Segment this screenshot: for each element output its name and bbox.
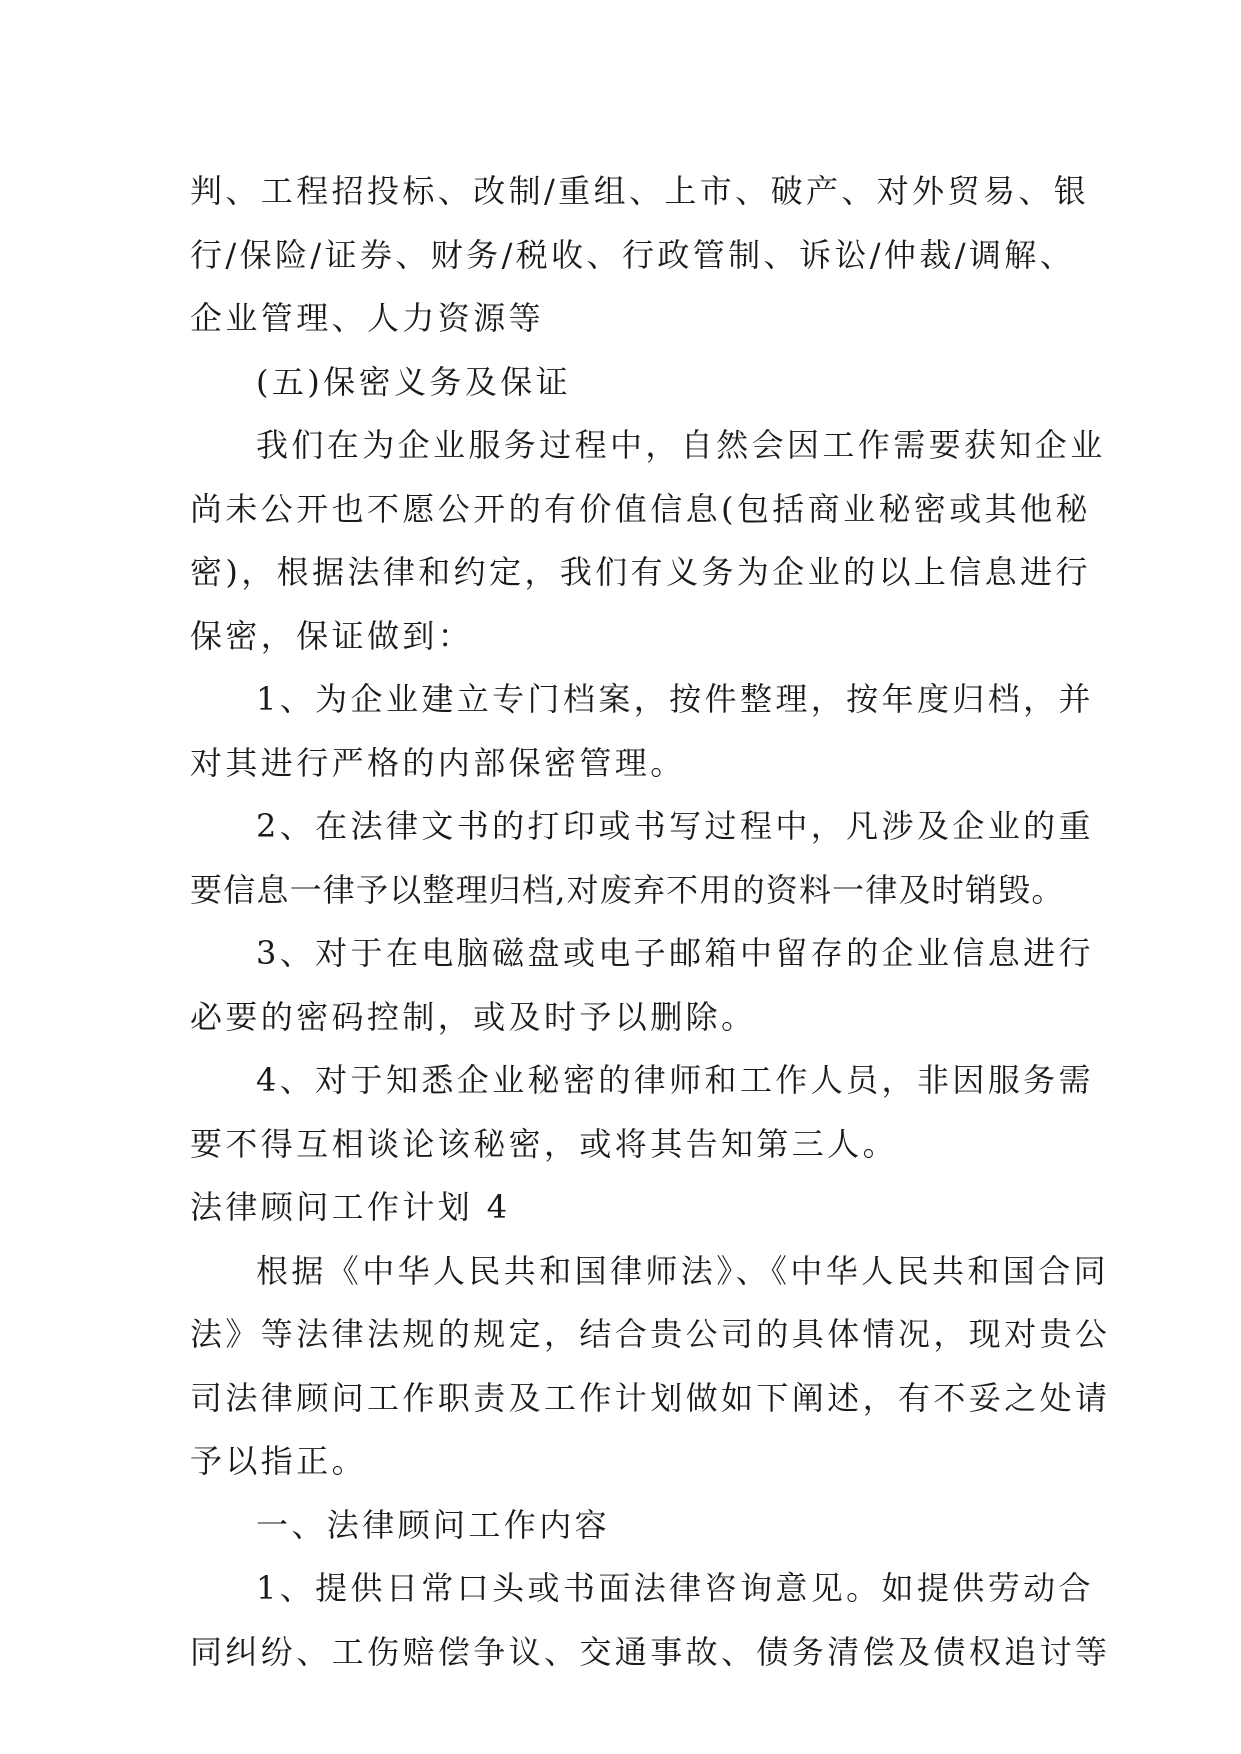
list-item-text: 2、在法律文书的打印或书写过程中，凡涉及企业的重 bbox=[256, 807, 1094, 845]
text-line: 法》等法律法规的规定，结合贵公司的具体情况，现对贵公 bbox=[190, 1315, 1111, 1353]
list-item-text: 1、为企业建立专门档案，按件整理，按年度归档，并 bbox=[256, 680, 1094, 718]
text-line: 行/保险/证券、财务/税收、行政管制、诉讼/仲裁/调解、 bbox=[190, 235, 1076, 274]
list-item-text: 3、对于在电脑磁盘或电子邮箱中留存的企业信息进行 bbox=[256, 934, 1094, 972]
text-line: 保密，保证做到： bbox=[190, 616, 474, 655]
text-line: 要不得互相谈论该秘密，或将其告知第三人。 bbox=[190, 1124, 899, 1163]
text-line: 企业管理、人力资源等 bbox=[190, 299, 545, 337]
text-line: 密)，根据法律和约定，我们有义务为企业的以上信息进行 bbox=[190, 553, 1091, 591]
document-section-title: 法律顾问工作计划 4 bbox=[190, 1188, 511, 1226]
text-line: 要信息一律予以整理归档,对废弃不用的资料一律及时销毁。 bbox=[190, 870, 1065, 909]
text-line: 必要的密码控制，或及时予以删除。 bbox=[190, 997, 757, 1036]
document-body bbox=[190, 160, 1111, 1684]
section-heading: 一、法律顾问工作内容 bbox=[256, 1505, 611, 1544]
text-line: 判、工程招投标、改制/重组、上市、破产、对外贸易、银 bbox=[190, 172, 1090, 210]
text-line: 司法律顾问工作职责及工作计划做如下阐述，有不妥之处请 bbox=[190, 1378, 1111, 1417]
text-line: 根据《中华人民共和国律师法》、《中华人民共和国合同 bbox=[256, 1251, 1110, 1290]
list-item-text: 1、提供日常口头或书面法律咨询意见。如提供劳动合 bbox=[256, 1569, 1094, 1607]
text-line: 同纠纷、工伤赔偿争议、交通事故、债务清偿及债权追讨等 bbox=[190, 1632, 1111, 1671]
text-line: 对其进行严格的内部保密管理。 bbox=[190, 743, 686, 782]
section-heading: (五)保密义务及保证 bbox=[256, 362, 571, 401]
list-item-text: 4、对于知悉企业秘密的律师和工作人员，非因服务需 bbox=[256, 1061, 1094, 1099]
text-line: 我们在为企业服务过程中，自然会因工作需要获知企业 bbox=[256, 426, 1106, 464]
text-line: 尚未公开也不愿公开的有价值信息(包括商业秘密或其他秘 bbox=[190, 489, 1091, 528]
text-line: 予以指正。 bbox=[190, 1442, 368, 1480]
